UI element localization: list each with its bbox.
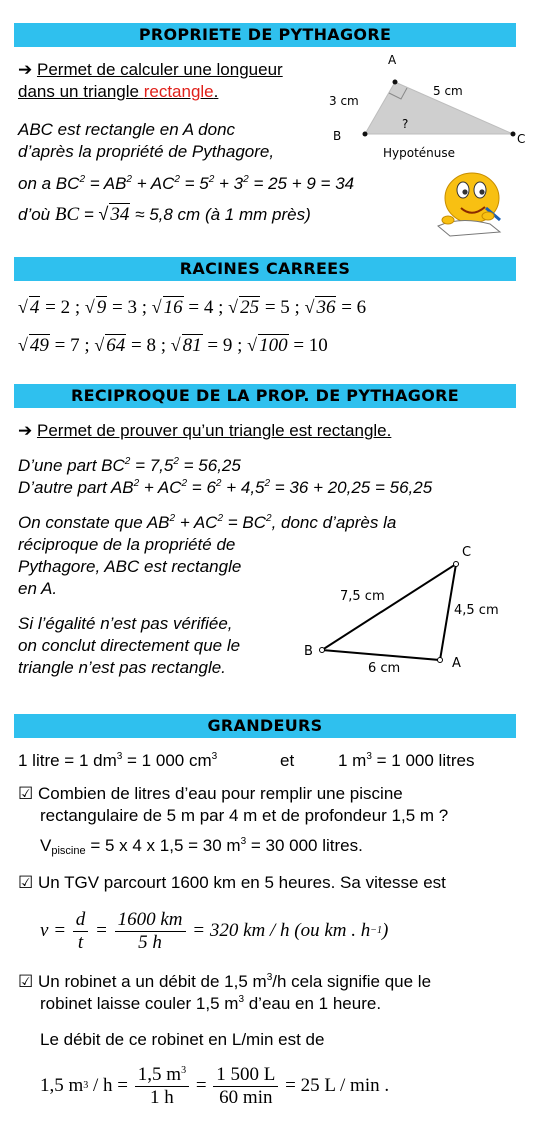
section-header-reciproque: RECIPROQUE DE LA PROP. DE PYTHAGORE bbox=[14, 384, 516, 408]
vertex-a bbox=[438, 658, 443, 663]
reciproque-note-2: on conclut directement que le bbox=[18, 636, 241, 655]
label-a: A bbox=[388, 53, 397, 67]
racines-row-2: √ 49 = 7 ; √ 64 = 8 ; √ 81 = 9 ; √ 100 = 10 bbox=[18, 335, 328, 356]
label-hypotenuse: Hypoténuse bbox=[383, 146, 456, 160]
question-robinet-line1: ☑ Un robinet a un débit de 1,5 $m^3/h$ cela signifie que le bbox=[18, 972, 432, 991]
reciproque-conclusion-4: en A. bbox=[18, 579, 58, 598]
reciproque-note-3: triangle n’est pas rectangle. bbox=[18, 658, 226, 677]
checkbox-checked-icon: ☑ bbox=[18, 972, 34, 991]
label-side-ab: 3 cm bbox=[329, 94, 359, 108]
reciproque-line-ab-ac: D’autre part $AB^2 + AC^2 = 6^2 + 4,5^2 = 36 + 20,25 = 56,25$ bbox=[18, 478, 433, 497]
reciproque-note-1: Si l’égalité n’est pas vérifiée, bbox=[18, 614, 233, 633]
arrow-icon: ➔ bbox=[18, 60, 33, 79]
label-b: B bbox=[304, 644, 313, 659]
pyth-abc-line1: ABC est rectangle en A donc bbox=[18, 120, 236, 139]
reciproque-conclusion-3: Pythagore, ABC est rectangle bbox=[18, 557, 242, 576]
label-c: C bbox=[462, 545, 472, 560]
reciproque-conclusion-1: On constate que $AB^2 + AC^2 = BC^2$, donc d’après la bbox=[18, 513, 397, 532]
racines-row-1: √ 4 = 2 ; √ 9 = 3 ; √ 16 = 4 ; √ 25 = 5 ; √ 36 = 6 bbox=[18, 297, 367, 318]
square-root-item: √ 64 = 8 bbox=[94, 335, 156, 356]
label-a: A bbox=[452, 656, 461, 671]
checkbox-checked-icon: ☑ bbox=[18, 784, 34, 803]
question-piscine-line2: rectangulaire de 5 m par 4 m et de profondeur 1,5 m ? bbox=[40, 806, 449, 825]
arrow-icon: ➔ bbox=[18, 421, 33, 440]
reciproque-intro: ➔ Permet de prouver qu’un triangle est rectangle. bbox=[18, 421, 392, 440]
label-c: C bbox=[517, 132, 526, 146]
vertex-c bbox=[511, 132, 516, 137]
square-root-item: √ 100 = 10 bbox=[247, 335, 328, 356]
pyth-intro-line2: dans un triangle rectangle. bbox=[18, 82, 219, 101]
vertex-a bbox=[393, 80, 398, 85]
checkbox-checked-icon: ☑ bbox=[18, 873, 34, 892]
m3-conversion: 1 $m^3 = 1$ 000 litres bbox=[338, 751, 475, 770]
label-side-ab: 6 cm bbox=[368, 661, 401, 676]
label-side-ac: 4,5 cm bbox=[454, 603, 499, 618]
reciproque-line-bc: D’une part $BC^2 = 7,5^2 = 56,25$ bbox=[18, 456, 241, 475]
debit-formula: 1,5 m 3 / h = $\frac{1,5 m^3}{1 h}$ = $\frac{1 500 L}{60 \min}$ = 25 L / min . bbox=[40, 1063, 390, 1108]
pyth-calculation: on a $BC^2 = AB^2 + AC^2 = 5^2 + 3^2 = 25 + 9 = 34$ bbox=[18, 174, 355, 193]
section-header-pythagore: PROPRIETE DE PYTHAGORE bbox=[14, 23, 516, 47]
square-root-item: √ 81 = 9 bbox=[170, 335, 233, 356]
square-root-item: √ 36 = 6 bbox=[304, 297, 367, 318]
square-root-item: √ 49 = 7 bbox=[18, 335, 80, 356]
debit-intro: Le débit de ce robinet en L/min est de bbox=[40, 1030, 325, 1049]
highlight-word: rectangle bbox=[143, 82, 214, 101]
pyth-result: d’où BC = √ 34 ≈ 5,8 cm (à 1 mm près) bbox=[18, 204, 311, 225]
volume-piscine: $V_{piscine} = 5$ x 4 x 1,5 = 30 $m^3 = 30$ 000 litres. bbox=[40, 836, 363, 857]
pyth-intro-line1: ➔ Permet de calculer une longueur bbox=[18, 60, 283, 79]
vitesse-formula: v = $\frac{d}{t}$ = $\frac{1600 km}{5 h}$ = 320 km / h (ou km . h −1 ) bbox=[40, 908, 389, 953]
et-word: et bbox=[280, 751, 295, 770]
litre-conversion: 1 litre = 1 $dm^3 = 1$ 000 $cm^3$ bbox=[18, 751, 218, 770]
square-root-item: √ 16 = 4 bbox=[151, 297, 214, 318]
vertex-c bbox=[454, 562, 459, 567]
square-root-item: √ 4 = 2 bbox=[18, 297, 71, 318]
square-root-item: √ 9 = 3 bbox=[84, 297, 137, 318]
question-tgv: ☑ Un TGV parcourt 1600 km en 5 heures. Sa vitesse est bbox=[18, 873, 446, 892]
section-header-grandeurs: GRANDEURS bbox=[14, 714, 516, 738]
label-side-ac: 5 cm bbox=[433, 84, 463, 98]
smiley-thinking-icon bbox=[430, 168, 512, 240]
square-root-item: √ 25 = 5 bbox=[228, 297, 290, 318]
label-side-bc: ? bbox=[402, 117, 409, 131]
reciproque-conclusion-2: réciproque de la propriété de bbox=[18, 535, 236, 554]
vertex-b bbox=[363, 132, 368, 137]
section-header-racines: RACINES CARREES bbox=[14, 257, 516, 281]
question-robinet-line2: robinet laisse couler 1,5 $m^3$ d’eau en 1 heure. bbox=[40, 994, 382, 1013]
label-side-bc: 7,5 cm bbox=[340, 589, 385, 604]
pythagore-triangle-figure bbox=[325, 50, 535, 165]
pyth-abc-line2: d’après la propriété de Pythagore, bbox=[18, 142, 275, 161]
vertex-b bbox=[320, 648, 325, 653]
reciproque-triangle-figure bbox=[300, 540, 520, 685]
label-b: B bbox=[333, 129, 342, 143]
question-piscine-line1: ☑ Combien de litres d’eau pour remplir une piscine bbox=[18, 784, 403, 803]
